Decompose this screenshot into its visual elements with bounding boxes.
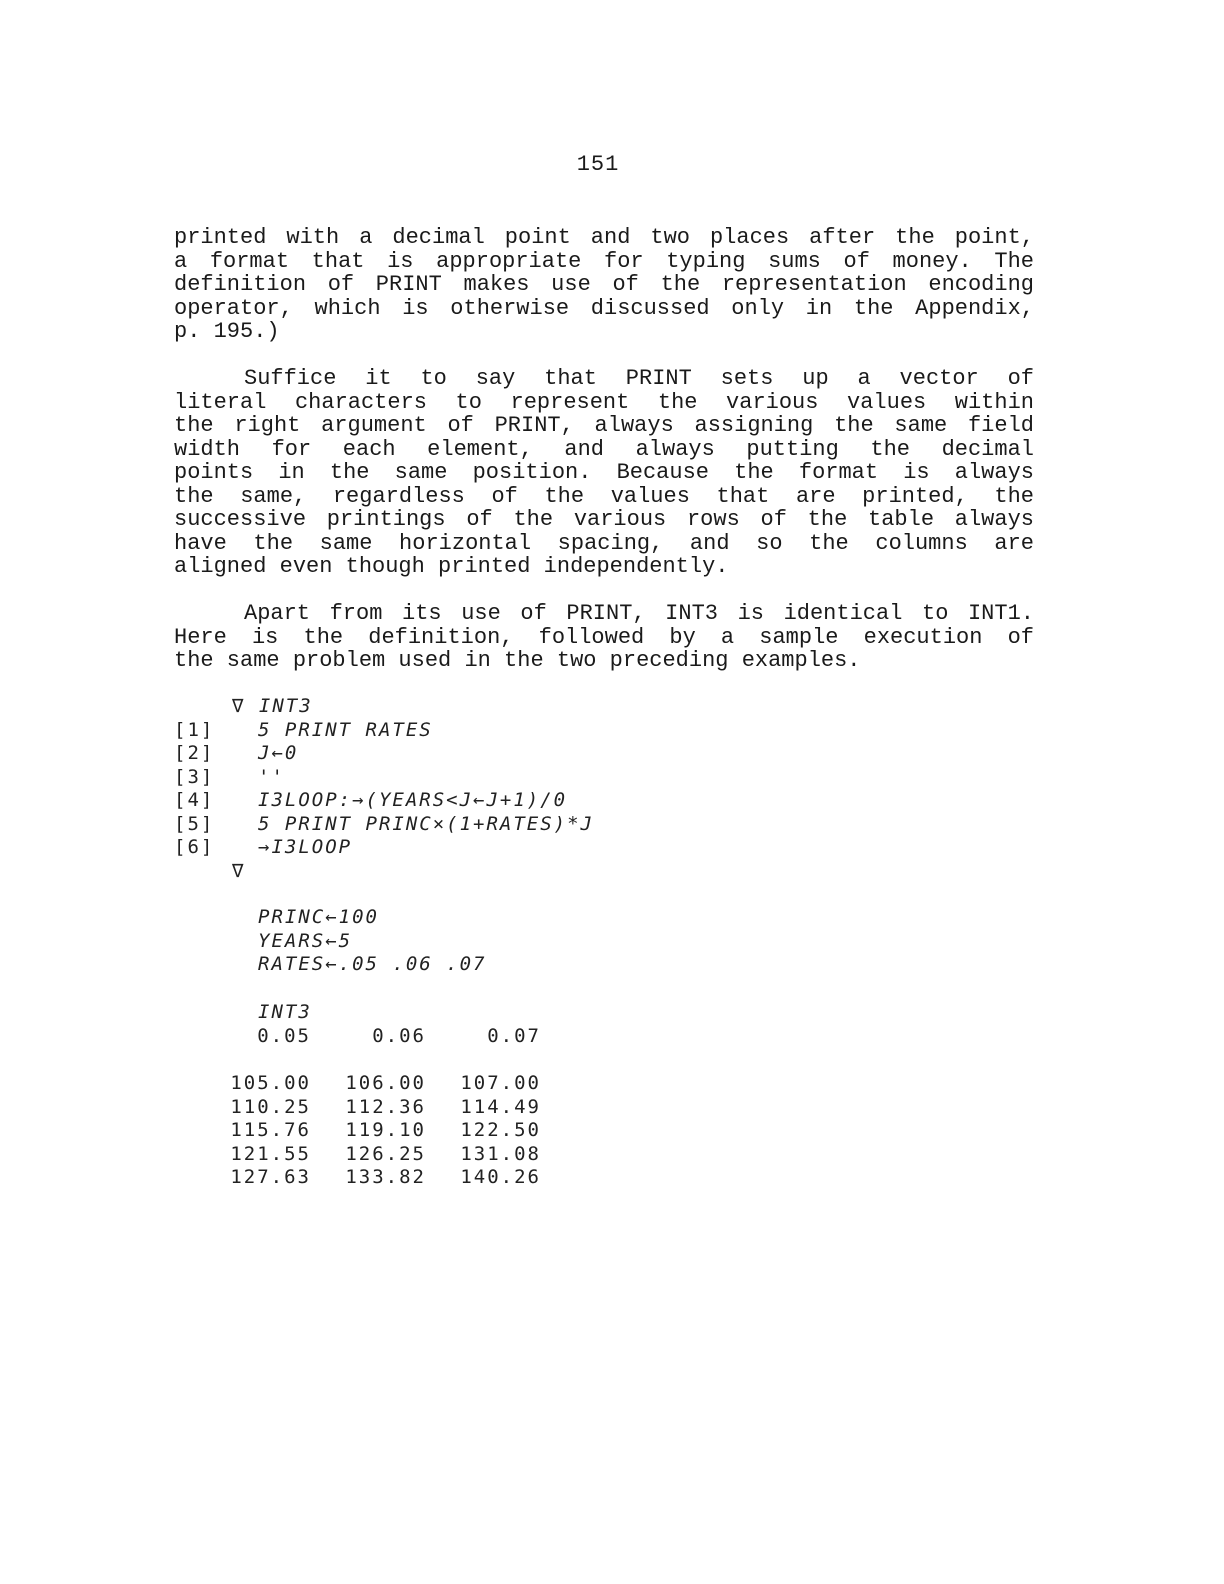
- table-header-row: [196, 1025, 541, 1049]
- text-line: p. 195.): [174, 319, 280, 344]
- line-number: [2]: [174, 742, 215, 764]
- code-line: [174, 789, 594, 813]
- table-cell: 107.00: [460, 1072, 541, 1094]
- code-text: 5 PRINT PRINC×(1+RATES)*J: [258, 812, 594, 835]
- header-cell: 0.05: [257, 1025, 311, 1047]
- table-cell: 126.25: [345, 1142, 426, 1165]
- table-cell: 112.36: [345, 1095, 426, 1118]
- line-number: [1]: [174, 718, 215, 741]
- code-text: →I3LOOP: [258, 836, 353, 858]
- assignment-line: PRINC←100: [258, 906, 379, 928]
- text-line: definition of PRINT makes use of the representation encoding: [174, 272, 1034, 297]
- table-cell: 127.63: [230, 1166, 311, 1188]
- paragraph-3: [174, 602, 1034, 673]
- text-line: Here is the definition, followed by a sample execution of: [174, 624, 1034, 650]
- text-line: operator, which is otherwise discussed only in the Appendix,: [174, 295, 1034, 321]
- code-line: [174, 766, 594, 790]
- paragraph-2: [174, 367, 1034, 579]
- paragraph-1: [174, 226, 1034, 344]
- execution-command: [258, 1001, 312, 1025]
- table-row: [196, 1096, 541, 1120]
- text-line: literal characters to represent the various values within: [174, 389, 1034, 415]
- text-line: the right argument of PRINT, always assigning the same field: [174, 413, 1034, 438]
- code-line: [174, 742, 594, 766]
- assignment-line: RATES←.05 .06 .07: [258, 953, 487, 975]
- text-line: a format that is appropriate for typing sums of money. The: [174, 248, 1034, 274]
- line-number: [3]: [174, 765, 215, 788]
- text-line: width for each element, and always putting the decimal: [174, 436, 1034, 462]
- blank-row: [196, 1049, 541, 1073]
- text-line: aligned even though printed independently.: [174, 554, 729, 579]
- table-cell: 131.08: [460, 1142, 541, 1165]
- text-line: the same problem used in the two preceding examples.: [174, 648, 861, 673]
- table-cell: 105.00: [230, 1072, 311, 1094]
- code-text: J←0: [258, 742, 299, 764]
- text-line: successive printings of the various rows of the table always: [174, 507, 1034, 532]
- text-line: Suffice it to say that PRINT sets up a vector of: [244, 366, 1034, 391]
- table-cell: 121.55: [230, 1142, 311, 1165]
- code-text: 5 PRINT RATES: [258, 718, 433, 741]
- code-line: [174, 719, 594, 743]
- code-text: '': [258, 765, 285, 788]
- assignment-line: YEARS←5: [258, 929, 353, 952]
- table-cell: 115.76: [230, 1119, 311, 1141]
- table-row: [196, 1166, 541, 1190]
- table-cell: 106.00: [345, 1072, 426, 1094]
- command-line: INT3: [258, 1001, 312, 1023]
- line-number: [5]: [174, 812, 215, 835]
- text-line: the same, regardless of the values that are printed, the: [174, 483, 1034, 509]
- table-cell: 122.50: [460, 1119, 541, 1141]
- function-close-del: ∇: [232, 859, 244, 882]
- text-line: Apart from its use of PRINT, INT3 is identical to INT1.: [244, 601, 1034, 626]
- page-number: 151: [576, 152, 620, 177]
- table-cell: 140.26: [460, 1166, 541, 1188]
- table-row: [196, 1143, 541, 1167]
- table-row: [196, 1119, 541, 1143]
- code-line: [174, 813, 594, 837]
- text-line: have the same horizontal spacing, and so the columns are: [174, 530, 1034, 556]
- function-header: ∇ INT3: [232, 695, 313, 717]
- function-definition: [174, 695, 594, 883]
- code-line: [174, 836, 594, 860]
- table-cell: 119.10: [345, 1119, 426, 1141]
- assignments: [258, 906, 486, 977]
- line-number: [4]: [174, 789, 215, 811]
- table-cell: 114.49: [460, 1095, 541, 1118]
- result-table: [196, 1025, 541, 1190]
- code-text: I3LOOP:→(YEARS<J←J+1)/0: [258, 789, 568, 811]
- table-cell: 133.82: [345, 1166, 426, 1188]
- header-cell: 0.07: [487, 1025, 541, 1047]
- table-cell: 110.25: [230, 1095, 311, 1118]
- text-line: points in the same position. Because the format is always: [174, 460, 1034, 485]
- line-number: [6]: [174, 836, 215, 858]
- header-cell: 0.06: [372, 1025, 426, 1047]
- table-row: [196, 1072, 541, 1096]
- text-line: printed with a decimal point and two places after the point,: [174, 225, 1034, 250]
